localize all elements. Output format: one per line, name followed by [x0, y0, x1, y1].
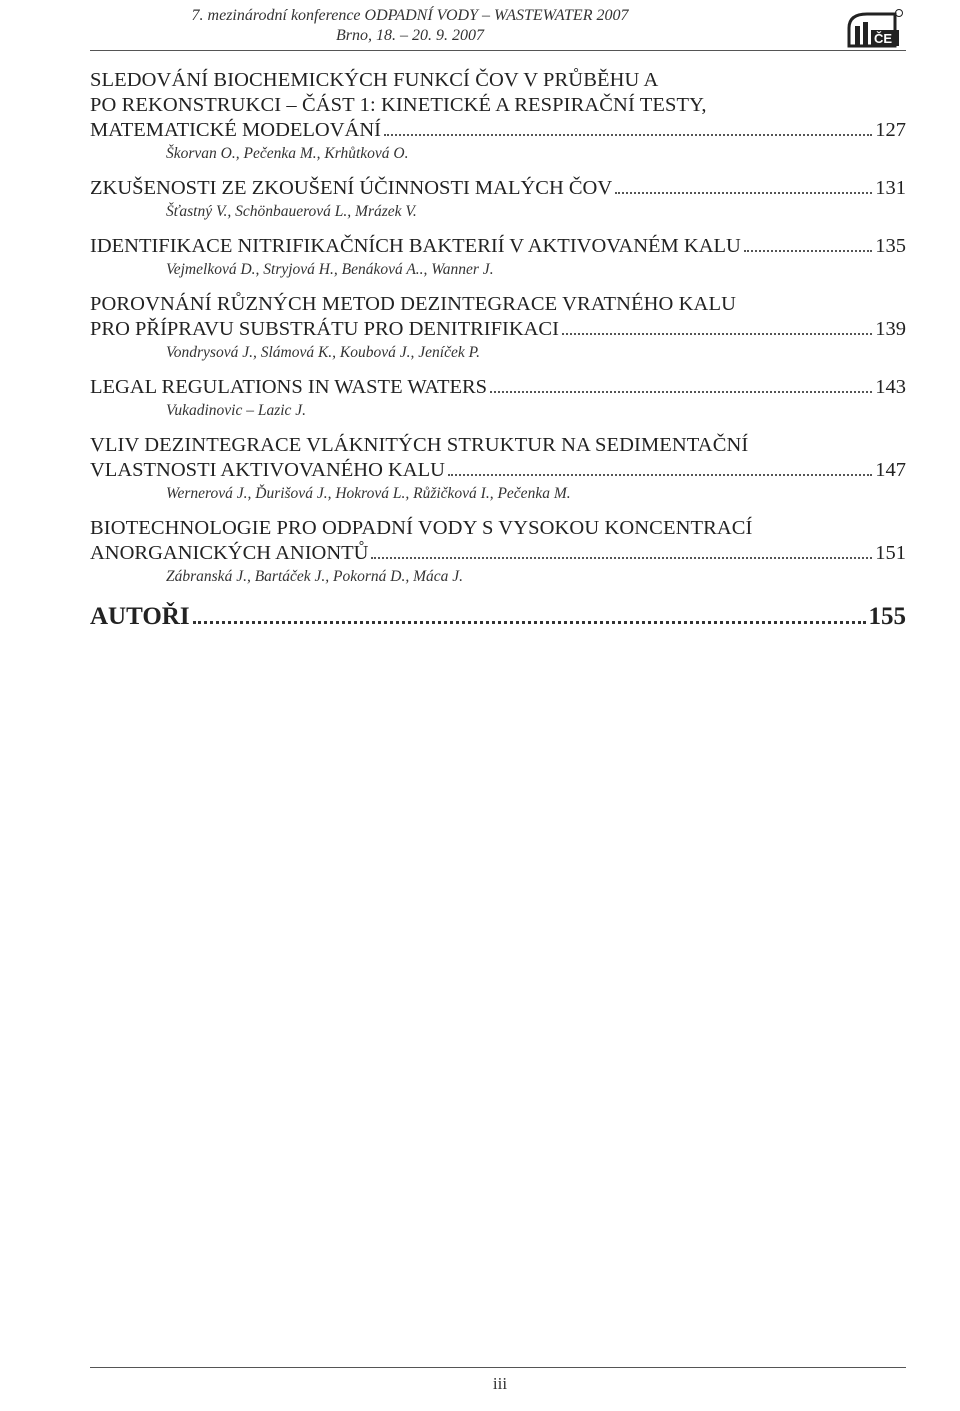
dot-leader [193, 621, 866, 624]
toc-entry-title-line [90, 458, 906, 483]
toc-entry-authors: Škorvan O., Pečenka M., Krhůtková O. [166, 145, 409, 162]
toc-entry-title-end: PRO PŘÍPRAVU SUBSTRÁTU PRO DENITRIFIKACI [90, 318, 559, 340]
toc-entry-title-line [90, 118, 906, 143]
toc-entry-page: 147 [875, 459, 906, 481]
toc-entry-title-end: VLASTNOSTI AKTIVOVANÉHO KALU [90, 459, 445, 481]
conference-date: Brno, 18. – 20. 9. 2007 [336, 27, 484, 44]
dot-leader [562, 333, 872, 335]
conference-name: 7. mezinárodní konference ODPADNÍ VODY – WASTEWATER 2007 [191, 7, 629, 24]
toc-entry-title-end: LEGAL REGULATIONS IN WASTE WATERS [90, 376, 488, 398]
toc-entry-authors: Vejmelková D., Stryjová H., Benáková A.., Wanner J. [166, 261, 494, 278]
toc-entry-title-line [90, 317, 906, 342]
toc-entry [90, 375, 906, 422]
toc-entry-page: 135 [875, 235, 906, 257]
toc-entry-title-line: BIOTECHNOLOGIE PRO ODPADNÍ VODY S VYSOKOU KONCENTRACÍ [90, 517, 753, 539]
toc-entry-title-line [90, 176, 906, 201]
toc-entry [90, 433, 906, 505]
authors-index-page: 155 [868, 603, 906, 630]
toc-entry-title-line: POROVNÁNÍ RŮZNÝCH METOD DEZINTEGRACE VRATNÉHO KALU [90, 293, 736, 315]
toc-entry-page: 143 [875, 376, 906, 398]
toc-entry-title-end: ANORGANICKÝCH ANIONTŮ [90, 542, 369, 564]
header-rule [90, 50, 906, 51]
toc-entry-authors-index [90, 604, 906, 630]
dot-leader [615, 192, 872, 194]
toc-entry-title-line [90, 234, 906, 259]
toc-entry-title-line: VLIV DEZINTEGRACE VLÁKNITÝCH STRUKTUR NA SEDIMENTAČNÍ [90, 434, 749, 456]
toc-entry-title-line [90, 375, 906, 400]
dot-leader [490, 391, 872, 393]
acecr-logo-icon [845, 8, 903, 48]
toc-entry-page: 139 [875, 318, 906, 340]
toc-entry-title-end: ZKUŠENOSTI ZE ZKOUŠENÍ ÚČINNOSTI MALÝCH ČOV [90, 177, 613, 199]
toc-entry-authors: Vukadinovic – Lazic J. [166, 402, 307, 419]
toc-entry-page: 151 [875, 542, 906, 564]
toc-entry-title-line: SLEDOVÁNÍ BIOCHEMICKÝCH FUNKCÍ ČOV V PRŮBĚHU A [90, 69, 659, 91]
toc-entry-title-end: MATEMATICKÉ MODELOVÁNÍ [90, 119, 381, 141]
dot-leader [744, 250, 872, 252]
dot-leader [448, 474, 872, 476]
toc-entry-title-line: PO REKONSTRUKCI – ČÁST 1: KINETICKÉ A RESPIRAČNÍ TESTY, [90, 94, 707, 116]
toc-entry-page: 127 [875, 119, 906, 141]
toc-entry-authors: Vondrysová J., Slámová K., Koubová J., Jeníček P. [166, 344, 480, 361]
toc-entry-authors: Wernerová J., Ďurišová J., Hokrová L., Růžičková I., Pečenka M. [166, 485, 571, 502]
toc-entry [90, 234, 906, 281]
svg-text:ČE: ČE [874, 31, 893, 46]
toc-entry [90, 68, 906, 165]
dot-leader [371, 557, 872, 559]
toc-entry [90, 176, 906, 223]
toc-entry [90, 292, 906, 364]
table-of-contents [90, 68, 906, 630]
page-number: iii [492, 1374, 508, 1393]
toc-entry-authors: Zábranská J., Bartáček J., Pokorná D., Máca J. [166, 568, 464, 585]
footer-rule [90, 1367, 906, 1368]
toc-entry-title-line [90, 541, 906, 566]
dot-leader [384, 134, 872, 136]
page-header [90, 6, 906, 52]
toc-entry-authors: Šťastný V., Schönbauerová L., Mrázek V. [166, 203, 417, 220]
toc-entry-title-end: IDENTIFIKACE NITRIFIKAČNÍCH BAKTERIÍ V AKTIVOVANÉM KALU [90, 235, 741, 257]
authors-index-label: AUTOŘI [90, 603, 190, 630]
toc-entry [90, 516, 906, 588]
conference-header [90, 6, 730, 46]
toc-entry-page: 131 [875, 177, 906, 199]
